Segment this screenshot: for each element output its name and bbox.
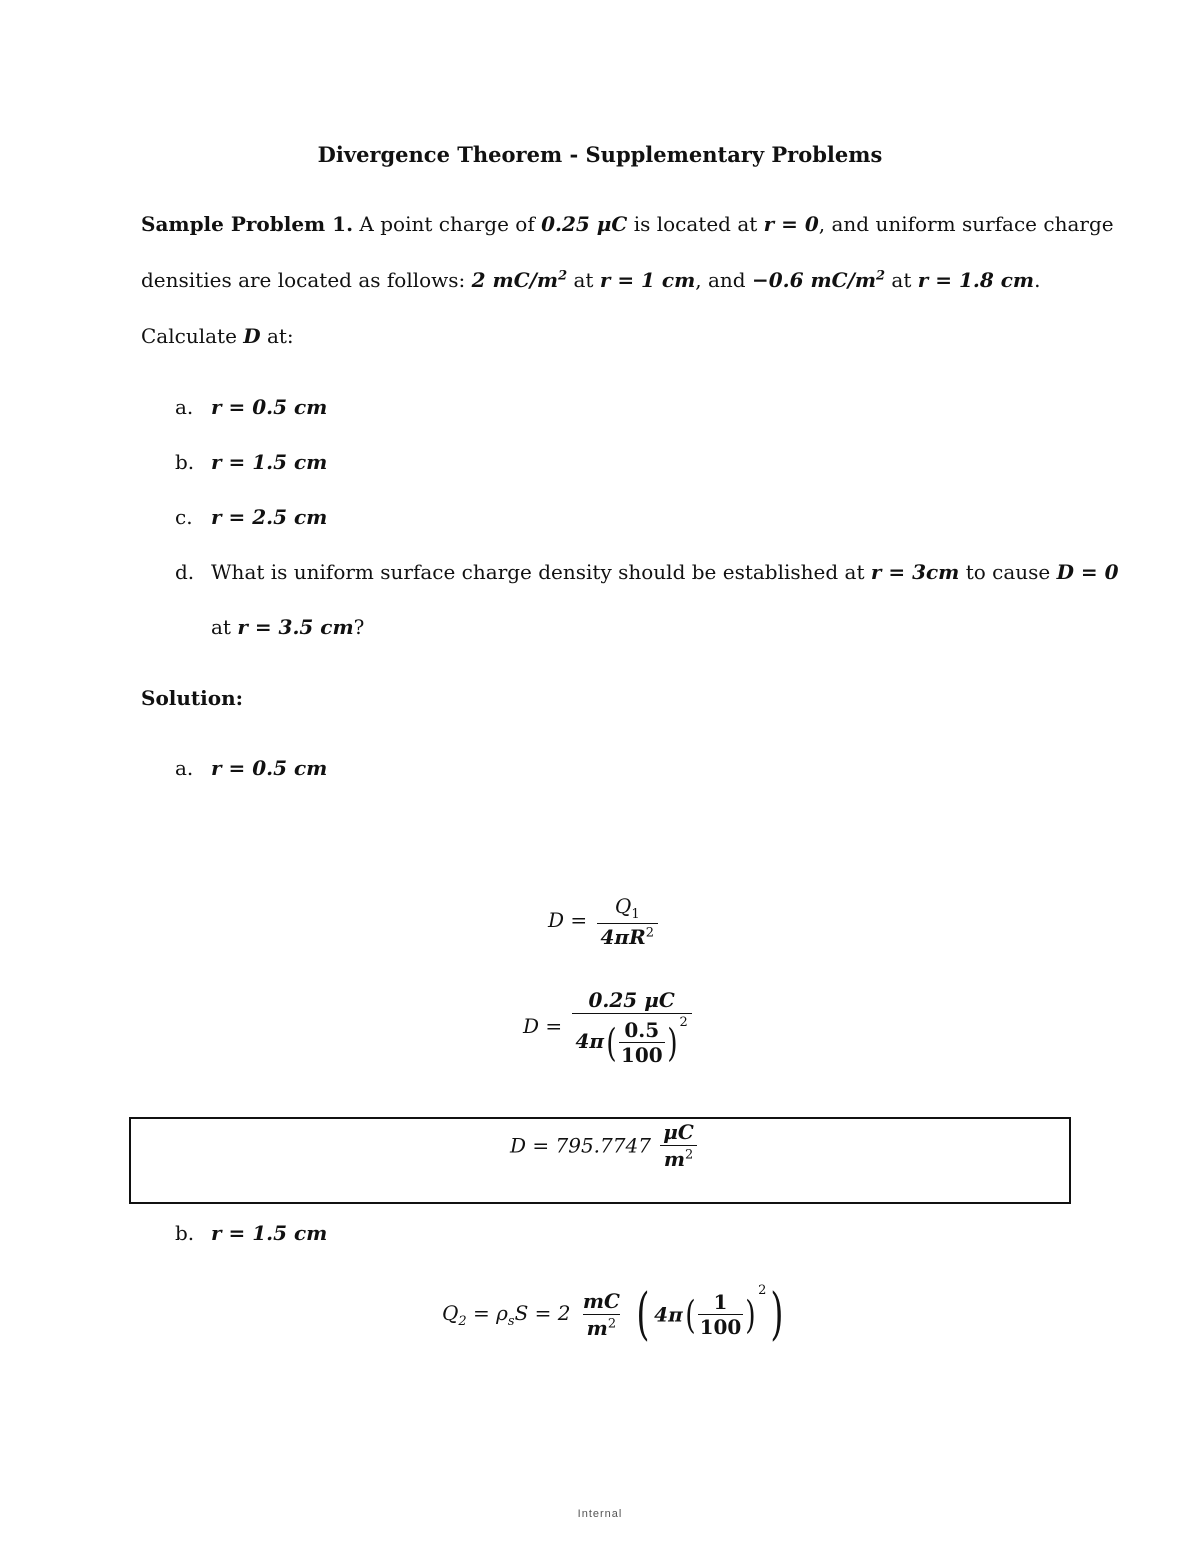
exponent: 2 [685,1147,694,1163]
problem-text: A point charge of [353,212,542,236]
unit-denominator [660,1145,697,1171]
equation-lhs: D = [548,908,588,932]
radius: r = 3cm [870,560,960,584]
charge-location: r = 0 [763,212,819,236]
area-term: 4πR [600,925,646,949]
fraction-numerator: 0.25 μC [588,988,675,1012]
inner-denominator: 100 [699,1315,742,1339]
question-d-line-2 [211,615,364,639]
problem-text: , and [695,268,752,292]
right-paren: ) [745,1292,756,1337]
radius-2: r = 1.8 cm [917,268,1035,292]
charge-symbol: Q [442,1300,459,1325]
inner-numerator: 0.5 [624,1018,660,1042]
problem-label: Sample Problem 1. [141,212,354,236]
fraction [597,894,658,949]
problem-text: is located at [627,212,764,236]
surface-term: S = 2 [514,1300,571,1325]
calculate-line [141,324,294,348]
list-marker: b. [175,1221,195,1245]
solution-heading: Solution: [141,686,244,710]
question-text: to cause [959,560,1057,584]
radius-1: r = 1 cm [599,268,696,292]
problem-text: . [1034,268,1041,292]
unit-m: m [586,1316,608,1340]
inner-fraction [619,1018,665,1067]
right-paren: ) [666,1020,678,1065]
result-equation [510,1120,701,1171]
unit-fraction [579,1289,624,1340]
question-c: r = 2.5 cm [211,505,328,529]
rho-symbol: = ρ [466,1300,508,1325]
left-paren: ( [636,1282,650,1347]
surface-density-1: 2 mC/m [471,268,559,292]
equation-substituted [523,988,695,1067]
question-text: What is uniform surface charge density should be established at [211,560,871,584]
list-marker: d. [175,560,195,584]
flux-condition: D = 0 [1056,560,1119,584]
problem-text: at [567,268,600,292]
fraction-denominator [572,1013,692,1067]
fraction [572,988,692,1067]
exponent: 2 [876,268,886,284]
question-d [211,560,1119,584]
four-pi: 4π [575,1029,605,1053]
subscript: 1 [631,907,640,922]
inner-fraction [698,1290,744,1339]
point-charge-value: 0.25 μC [541,212,628,236]
problem-text: at: [260,324,294,348]
surface-density-2: −0.6 mC/m [751,268,877,292]
solution-a-label: r = 0.5 cm [211,756,328,780]
problem-text: , and uniform surface charge [818,212,1114,236]
unit-fraction [659,1120,698,1171]
result-value: D = 795.7747 [510,1133,651,1158]
left-paren: ( [684,1292,696,1337]
question-a: r = 0.5 cm [211,395,328,419]
exponent: 2 [645,925,654,941]
list-marker: b. [175,450,195,474]
list-marker: c. [175,505,193,529]
inner-numerator: 1 [713,1290,728,1314]
equation-lhs: D = [523,1014,563,1038]
list-marker: a. [175,395,194,419]
equation-lhs [442,1300,571,1329]
problem-text: densities are located as follows: [141,268,472,292]
unit-m: m [663,1147,686,1171]
question-text: ? [353,615,365,639]
footer-label: Internal [577,1508,623,1520]
page-title: Divergence Theorem - Supplementary Problems [317,142,883,167]
radius: r = 3.5 cm [237,615,354,639]
list-marker: a. [175,756,194,780]
fraction-numerator [611,894,644,923]
question-b: r = 1.5 cm [211,450,328,474]
right-paren: ) [770,1282,784,1347]
problem-line-1 [141,212,1114,236]
fraction-denominator [597,923,658,949]
four-pi: 4π [654,1302,683,1327]
charge-symbol: Q [614,894,632,918]
unit-numerator: mC [582,1289,620,1313]
subscript: s [507,1313,515,1329]
exponent: 2 [607,1316,617,1332]
problem-line-2 [141,268,1040,292]
exponent: 2 [558,268,568,284]
exponent: 2 [679,1015,688,1030]
question-text: at [211,615,238,639]
unit-numerator: μC [663,1120,694,1144]
subscript: 2 [458,1313,467,1329]
inner-denominator: 100 [620,1043,663,1067]
flux-density-symbol: D [243,324,261,348]
problem-text: at [885,268,918,292]
problem-text: Calculate [141,324,244,348]
equation-gauss [548,894,661,949]
left-paren: ( [606,1020,617,1065]
solution-b-label: r = 1.5 cm [211,1221,328,1245]
exponent: 2 [758,1283,767,1298]
unit-denominator [583,1314,620,1340]
equation-charge-shell [442,1282,788,1347]
